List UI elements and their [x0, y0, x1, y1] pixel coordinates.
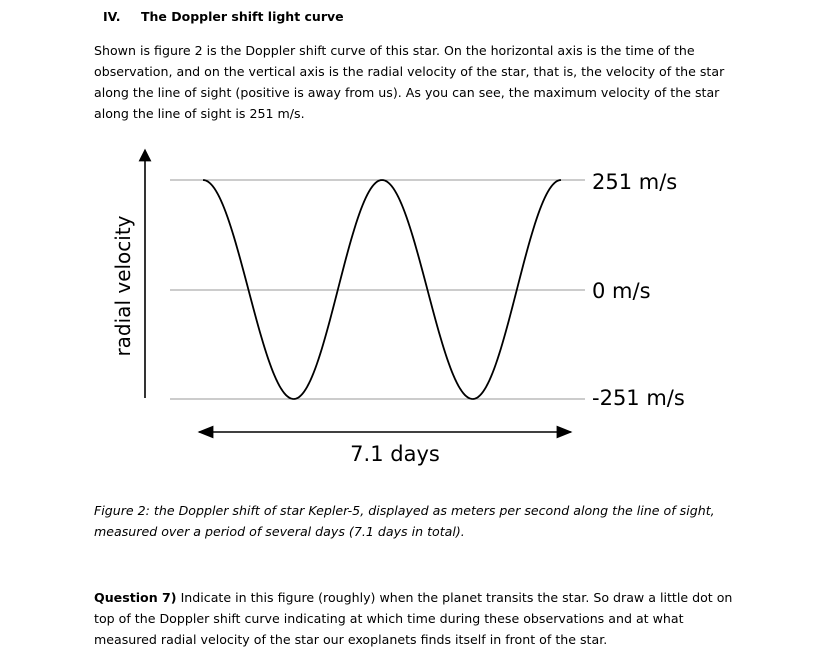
intro-paragraph: Shown is figure 2 is the Doppler shift curve of this star. On the horizontal axis is the time of the observation, and on the vertical axis is the radial velocity of the star, that is, the velocity of the star along the line of sight (positive is away from us). As you can see, the maximum velocity of the star along the line of sight is 251 m/s.: [94, 43, 725, 121]
ref-label-min: -251 m/s: [592, 386, 685, 410]
section-number: IV.: [103, 9, 121, 24]
velocity-curve: [203, 180, 561, 399]
question-label: Question 7): [94, 590, 177, 605]
question-text: Indicate in this figure (roughly) when the planet transits the star. So draw a little dot on top of the Doppler shift curve indicating at which time during these observations and at what measured radial velocity of the star our exoplanets finds itself in front of the star.: [94, 590, 733, 647]
ref-label-max: 251 m/s: [592, 170, 678, 194]
y-axis-label: radial velocity: [111, 215, 135, 357]
x-axis-label: 7.1 days: [350, 442, 440, 466]
section-title: The Doppler shift light curve: [141, 9, 344, 24]
ref-label-zero: 0 m/s: [592, 279, 651, 303]
question-7: [94, 587, 734, 650]
figure-caption: Figure 2: the Doppler shift of star Kepler-5, displayed as meters per second along the line of sight, measured over a period of several days (7.1 days in total).: [94, 503, 715, 539]
